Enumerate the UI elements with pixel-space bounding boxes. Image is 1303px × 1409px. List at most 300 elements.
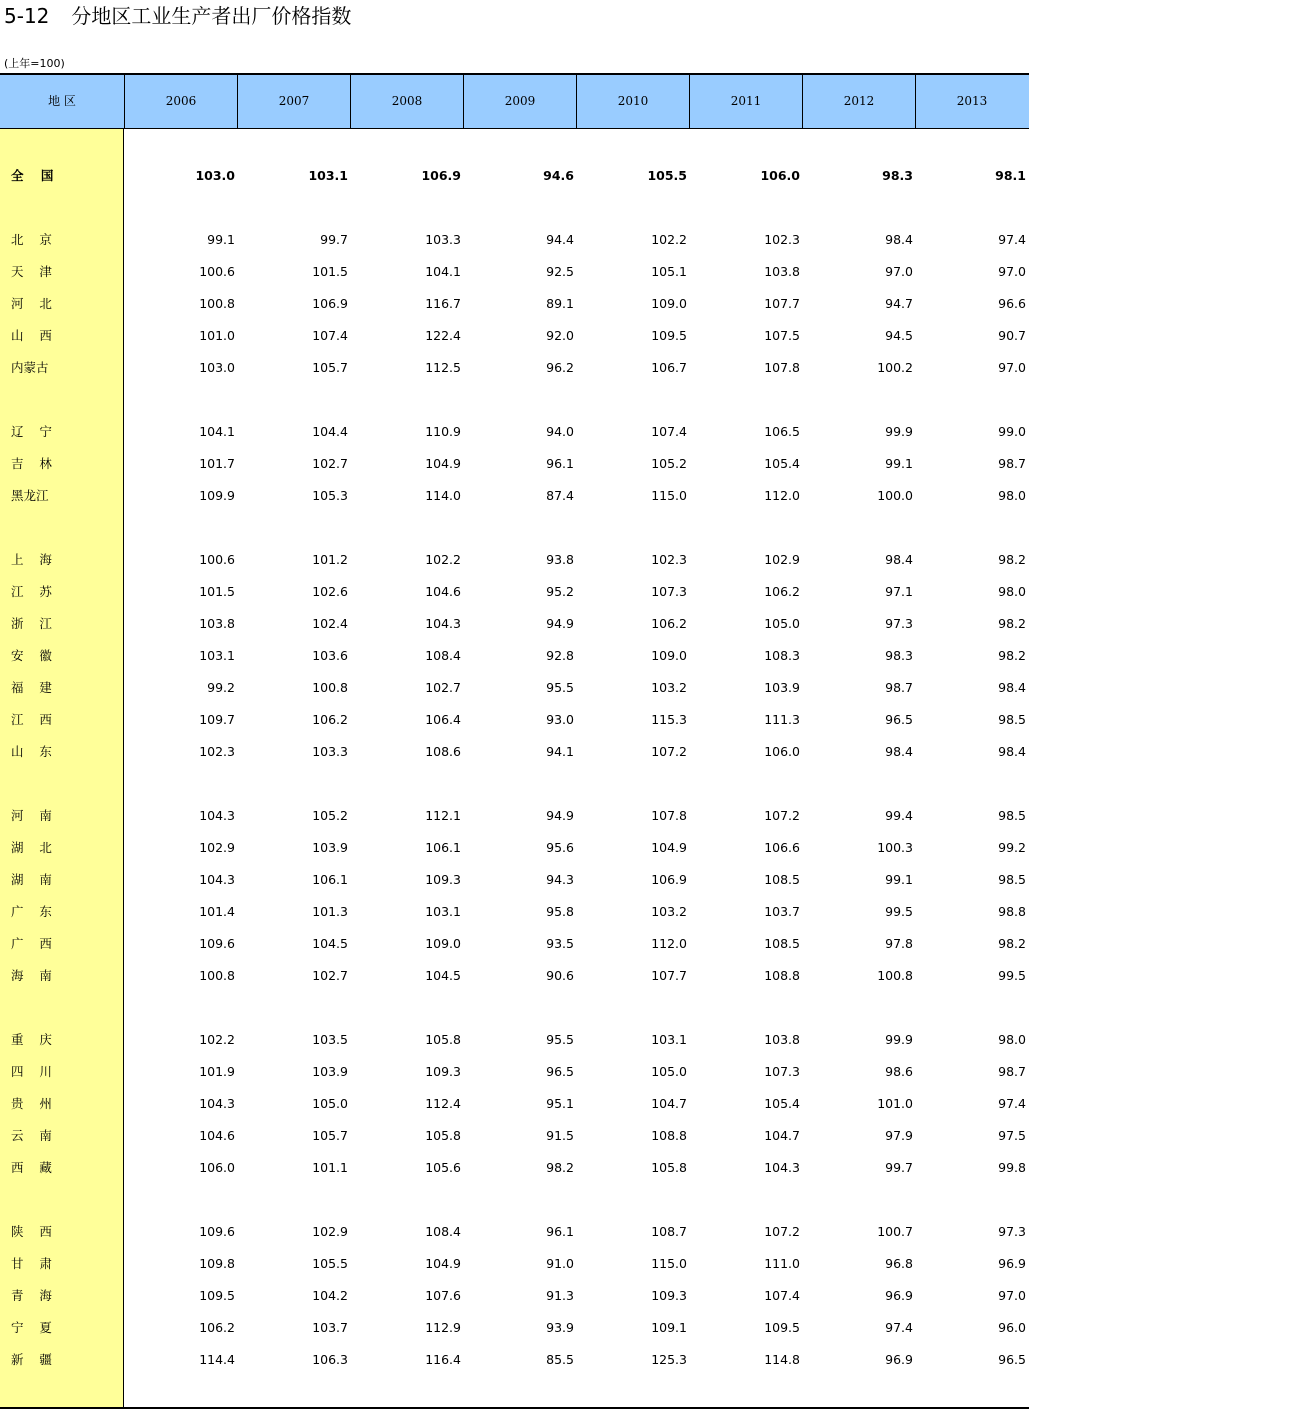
table-row: [0, 1350, 1029, 1370]
index-value: 99.7: [320, 232, 348, 247]
index-value: 112.9: [425, 1320, 461, 1335]
region-name: 浙 江: [11, 616, 52, 631]
table-row: [0, 870, 1029, 890]
index-value: 100.8: [877, 968, 913, 983]
index-value: 104.3: [199, 808, 235, 823]
index-value: 94.3: [546, 872, 574, 887]
index-value: 98.7: [885, 680, 913, 695]
index-value: 109.7: [199, 712, 235, 727]
table-row: [0, 486, 1029, 506]
table-row: [0, 1094, 1029, 1114]
index-value: 101.0: [199, 328, 235, 343]
index-value: 96.6: [998, 296, 1026, 311]
index-value: 98.4: [885, 744, 913, 759]
index-value: 109.9: [199, 488, 235, 503]
header-region: 地 区: [48, 94, 76, 108]
index-value: 108.5: [764, 936, 800, 951]
index-value: 98.5: [998, 808, 1026, 823]
index-value: 106.4: [425, 712, 461, 727]
index-value: 93.5: [546, 936, 574, 951]
table-row: [0, 326, 1029, 346]
index-value: 104.5: [425, 968, 461, 983]
index-value: 94.6: [543, 168, 574, 183]
index-value: 108.8: [651, 1128, 687, 1143]
header-year: 2008: [350, 75, 463, 128]
index-value: 103.2: [651, 680, 687, 695]
index-value: 101.4: [199, 904, 235, 919]
region-name: 福 建: [11, 680, 52, 695]
index-value: 116.4: [425, 1352, 461, 1367]
index-value: 93.0: [546, 712, 574, 727]
table-row: [0, 1318, 1029, 1338]
index-value: 105.0: [651, 1064, 687, 1079]
index-value: 98.4: [885, 232, 913, 247]
index-value: 94.9: [546, 808, 574, 823]
index-value: 99.2: [998, 840, 1026, 855]
index-value: 101.9: [199, 1064, 235, 1079]
index-value: 112.0: [764, 488, 800, 503]
index-value: 99.1: [207, 232, 235, 247]
index-value: 108.5: [764, 872, 800, 887]
index-value: 96.8: [885, 1256, 913, 1271]
index-value: 87.4: [546, 488, 574, 503]
index-value: 104.5: [312, 936, 348, 951]
index-value: 92.0: [546, 328, 574, 343]
index-value: 94.7: [885, 296, 913, 311]
index-value: 109.5: [764, 1320, 800, 1335]
region-name: 上 海: [11, 552, 52, 567]
index-value: 102.9: [312, 1224, 348, 1239]
index-value: 103.9: [312, 1064, 348, 1079]
index-value: 97.4: [998, 232, 1026, 247]
index-value: 112.1: [425, 808, 461, 823]
table-row: [0, 678, 1029, 698]
index-value: 98.2: [546, 1160, 574, 1175]
index-value: 107.8: [651, 808, 687, 823]
region-name: 甘 肃: [11, 1256, 52, 1271]
index-value: 102.7: [312, 456, 348, 471]
table-row: [0, 966, 1029, 986]
header-year: 2011: [689, 75, 802, 128]
index-value: 98.3: [885, 648, 913, 663]
index-value: 109.5: [199, 1288, 235, 1303]
index-value: 104.9: [651, 840, 687, 855]
index-value: 116.7: [425, 296, 461, 311]
region-name: 河 南: [11, 808, 52, 823]
index-value: 98.5: [998, 712, 1026, 727]
index-value: 100.8: [199, 968, 235, 983]
region-name: 宁 夏: [11, 1320, 52, 1335]
region-name: 陕 西: [11, 1224, 52, 1239]
table-row: [0, 710, 1029, 730]
index-value: 103.9: [764, 680, 800, 695]
region-name: 云 南: [11, 1128, 52, 1143]
index-value: 104.3: [764, 1160, 800, 1175]
index-value: 106.6: [764, 840, 800, 855]
index-value: 105.0: [312, 1096, 348, 1111]
index-value: 95.6: [546, 840, 574, 855]
index-value: 106.7: [651, 360, 687, 375]
index-value: 104.1: [425, 264, 461, 279]
index-value: 101.7: [199, 456, 235, 471]
index-value: 105.7: [312, 360, 348, 375]
table-row: [0, 902, 1029, 922]
region-name: 安 徽: [11, 648, 52, 663]
header-year: 2010: [576, 75, 689, 128]
index-value: 102.9: [764, 552, 800, 567]
index-value: 108.6: [425, 744, 461, 759]
index-value: 96.5: [546, 1064, 574, 1079]
index-value: 105.5: [312, 1256, 348, 1271]
index-value: 108.7: [651, 1224, 687, 1239]
index-value: 101.5: [312, 264, 348, 279]
index-value: 91.3: [546, 1288, 574, 1303]
table-row: [0, 166, 1029, 186]
index-value: 99.5: [885, 904, 913, 919]
index-value: 107.4: [312, 328, 348, 343]
index-value: 100.2: [877, 360, 913, 375]
region-name: 江 苏: [11, 584, 52, 599]
index-value: 101.1: [312, 1160, 348, 1175]
index-value: 106.2: [312, 712, 348, 727]
price-index-table: [0, 73, 1029, 1409]
index-value: 96.5: [885, 712, 913, 727]
index-value: 97.8: [885, 936, 913, 951]
region-name: 江 西: [11, 712, 52, 727]
index-value: 96.2: [546, 360, 574, 375]
index-value: 107.6: [425, 1288, 461, 1303]
index-value: 96.9: [885, 1288, 913, 1303]
index-value: 106.9: [312, 296, 348, 311]
index-value: 108.8: [764, 968, 800, 983]
index-value: 103.1: [651, 1032, 687, 1047]
table-row: [0, 262, 1029, 282]
index-value: 103.1: [425, 904, 461, 919]
table-row: [0, 358, 1029, 378]
index-value: 101.3: [312, 904, 348, 919]
index-value: 101.2: [312, 552, 348, 567]
index-value: 103.3: [312, 744, 348, 759]
index-value: 90.7: [998, 328, 1026, 343]
header-year: 2013: [915, 75, 1028, 128]
index-value: 109.0: [651, 296, 687, 311]
index-value: 103.1: [199, 648, 235, 663]
index-value: 100.0: [877, 488, 913, 503]
index-value: 114.8: [764, 1352, 800, 1367]
index-value: 97.0: [998, 360, 1026, 375]
index-value: 104.4: [312, 424, 348, 439]
index-value: 108.3: [764, 648, 800, 663]
index-value: 109.1: [651, 1320, 687, 1335]
index-value: 107.3: [764, 1064, 800, 1079]
index-value: 106.9: [421, 168, 461, 183]
index-value: 102.4: [312, 616, 348, 631]
index-value: 111.0: [764, 1256, 800, 1271]
index-value: 100.7: [877, 1224, 913, 1239]
table-row: [0, 614, 1029, 634]
region-name: 湖 北: [11, 840, 52, 855]
table-row: [0, 582, 1029, 602]
index-value: 105.2: [312, 808, 348, 823]
index-value: 106.2: [764, 584, 800, 599]
index-value: 98.5: [998, 872, 1026, 887]
index-value: 98.8: [998, 904, 1026, 919]
index-value: 102.6: [312, 584, 348, 599]
index-value: 103.0: [195, 168, 235, 183]
index-value: 105.8: [425, 1128, 461, 1143]
index-value: 107.2: [651, 744, 687, 759]
index-value: 96.5: [998, 1352, 1026, 1367]
index-value: 112.0: [651, 936, 687, 951]
index-value: 107.2: [764, 808, 800, 823]
table-header: [0, 73, 1029, 129]
index-value: 107.7: [764, 296, 800, 311]
index-value: 115.0: [651, 1256, 687, 1271]
index-value: 96.9: [998, 1256, 1026, 1271]
index-value: 99.0: [998, 424, 1026, 439]
table-row: [0, 934, 1029, 954]
index-value: 107.3: [651, 584, 687, 599]
index-value: 105.4: [764, 456, 800, 471]
index-value: 98.2: [998, 552, 1026, 567]
index-value: 90.6: [546, 968, 574, 983]
index-value: 92.5: [546, 264, 574, 279]
region-name: 天 津: [11, 264, 52, 279]
region-name: 四 川: [11, 1064, 52, 1079]
index-value: 99.1: [885, 456, 913, 471]
index-value: 95.5: [546, 1032, 574, 1047]
index-value: 97.9: [885, 1128, 913, 1143]
index-value: 98.4: [998, 744, 1026, 759]
index-value: 104.9: [425, 456, 461, 471]
index-value: 105.8: [425, 1032, 461, 1047]
table-title: [4, 2, 351, 30]
index-value: 97.5: [998, 1128, 1026, 1143]
index-value: 102.3: [651, 552, 687, 567]
index-value: 105.1: [651, 264, 687, 279]
region-name: 西 藏: [11, 1160, 52, 1175]
index-value: 99.9: [885, 1032, 913, 1047]
table-row: [0, 422, 1029, 442]
index-value: 95.8: [546, 904, 574, 919]
index-value: 105.7: [312, 1128, 348, 1143]
index-value: 96.0: [998, 1320, 1026, 1335]
header-year: 2012: [802, 75, 915, 128]
index-value: 104.6: [425, 584, 461, 599]
header-year: 2009: [463, 75, 576, 128]
index-value: 99.2: [207, 680, 235, 695]
index-value: 98.7: [998, 456, 1026, 471]
index-value: 97.4: [998, 1096, 1026, 1111]
header-year: 2006: [124, 75, 237, 128]
index-value: 105.8: [651, 1160, 687, 1175]
index-value: 100.8: [199, 296, 235, 311]
index-value: 97.3: [998, 1224, 1026, 1239]
index-value: 125.3: [651, 1352, 687, 1367]
index-value: 100.6: [199, 552, 235, 567]
index-value: 106.0: [764, 744, 800, 759]
index-value: 94.9: [546, 616, 574, 631]
index-value: 112.5: [425, 360, 461, 375]
table-row: [0, 806, 1029, 826]
region-name: 全 国: [11, 168, 54, 183]
region-name: 广 东: [11, 904, 52, 919]
index-value: 104.7: [764, 1128, 800, 1143]
index-value: 106.0: [199, 1160, 235, 1175]
index-value: 104.1: [199, 424, 235, 439]
table-row: [0, 454, 1029, 474]
index-value: 107.7: [651, 968, 687, 983]
index-value: 111.3: [764, 712, 800, 727]
table-row: [0, 742, 1029, 762]
region-name: 贵 州: [11, 1096, 52, 1111]
table-row: [0, 646, 1029, 666]
index-value: 98.2: [998, 648, 1026, 663]
index-value: 100.3: [877, 840, 913, 855]
index-value: 98.6: [885, 1064, 913, 1079]
index-value: 98.4: [998, 680, 1026, 695]
index-value: 103.0: [199, 360, 235, 375]
index-value: 102.9: [199, 840, 235, 855]
index-value: 108.4: [425, 648, 461, 663]
index-value: 96.1: [546, 1224, 574, 1239]
index-value: 91.5: [546, 1128, 574, 1143]
table-number: 5-12: [4, 4, 50, 28]
index-value: 91.0: [546, 1256, 574, 1271]
index-value: 97.0: [998, 264, 1026, 279]
index-value: 106.1: [312, 872, 348, 887]
index-value: 107.5: [764, 328, 800, 343]
index-value: 94.0: [546, 424, 574, 439]
index-value: 99.8: [998, 1160, 1026, 1175]
index-value: 98.3: [882, 168, 913, 183]
index-value: 100.8: [312, 680, 348, 695]
index-value: 104.7: [651, 1096, 687, 1111]
index-value: 106.9: [651, 872, 687, 887]
region-name: 吉 林: [11, 456, 52, 471]
index-value: 103.7: [312, 1320, 348, 1335]
region-name: 河 北: [11, 296, 52, 311]
index-value: 97.0: [885, 264, 913, 279]
index-value: 98.4: [885, 552, 913, 567]
index-value: 95.5: [546, 680, 574, 695]
index-value: 102.2: [651, 232, 687, 247]
table-row: [0, 1030, 1029, 1050]
table-row: [0, 1158, 1029, 1178]
table-row: [0, 1254, 1029, 1274]
index-value: 109.6: [199, 1224, 235, 1239]
index-value: 106.5: [764, 424, 800, 439]
index-value: 98.2: [998, 616, 1026, 631]
region-name: 重 庆: [11, 1032, 52, 1047]
index-value: 101.0: [877, 1096, 913, 1111]
region-name: 辽 宁: [11, 424, 52, 439]
index-value: 102.3: [764, 232, 800, 247]
index-value: 96.9: [885, 1352, 913, 1367]
index-value: 115.3: [651, 712, 687, 727]
index-value: 93.9: [546, 1320, 574, 1335]
index-value: 99.5: [998, 968, 1026, 983]
index-value: 96.1: [546, 456, 574, 471]
index-value: 99.4: [885, 808, 913, 823]
region-name: 新 疆: [11, 1352, 52, 1367]
index-value: 109.3: [425, 872, 461, 887]
index-value: 98.2: [998, 936, 1026, 951]
index-value: 114.4: [199, 1352, 235, 1367]
table-row: [0, 1126, 1029, 1146]
index-value: 103.2: [651, 904, 687, 919]
index-value: 103.8: [764, 264, 800, 279]
table-row: [0, 230, 1029, 250]
region-name: 北 京: [11, 232, 52, 247]
index-value: 95.2: [546, 584, 574, 599]
index-value: 103.5: [312, 1032, 348, 1047]
index-value: 97.4: [885, 1320, 913, 1335]
index-value: 109.5: [651, 328, 687, 343]
index-value: 99.1: [885, 872, 913, 887]
index-value: 106.1: [425, 840, 461, 855]
index-value: 99.9: [885, 424, 913, 439]
index-value: 105.2: [651, 456, 687, 471]
index-value: 112.4: [425, 1096, 461, 1111]
index-value: 104.6: [199, 1128, 235, 1143]
index-value: 108.4: [425, 1224, 461, 1239]
header-year: 2007: [237, 75, 350, 128]
unit-note: (上年=100): [4, 57, 65, 70]
index-value: 109.3: [651, 1288, 687, 1303]
index-value: 109.6: [199, 936, 235, 951]
index-value: 93.8: [546, 552, 574, 567]
index-value: 94.5: [885, 328, 913, 343]
index-value: 103.1: [308, 168, 348, 183]
index-value: 106.3: [312, 1352, 348, 1367]
table-row: [0, 1062, 1029, 1082]
index-value: 85.5: [546, 1352, 574, 1367]
index-value: 89.1: [546, 296, 574, 311]
index-value: 92.8: [546, 648, 574, 663]
index-value: 98.7: [998, 1064, 1026, 1079]
index-value: 104.3: [199, 1096, 235, 1111]
index-value: 102.2: [425, 552, 461, 567]
index-value: 98.0: [998, 488, 1026, 503]
index-value: 103.9: [312, 840, 348, 855]
index-value: 95.1: [546, 1096, 574, 1111]
index-value: 104.3: [199, 872, 235, 887]
index-value: 105.6: [425, 1160, 461, 1175]
index-value: 103.7: [764, 904, 800, 919]
index-value: 103.8: [199, 616, 235, 631]
region-column: [0, 129, 124, 1407]
index-value: 97.0: [998, 1288, 1026, 1303]
region-name: 青 海: [11, 1288, 52, 1303]
index-value: 102.7: [425, 680, 461, 695]
index-value: 107.2: [764, 1224, 800, 1239]
index-value: 105.4: [764, 1096, 800, 1111]
index-value: 97.1: [885, 584, 913, 599]
index-value: 106.2: [651, 616, 687, 631]
index-value: 104.2: [312, 1288, 348, 1303]
index-value: 114.0: [425, 488, 461, 503]
index-value: 115.0: [651, 488, 687, 503]
index-value: 105.0: [764, 616, 800, 631]
index-value: 97.3: [885, 616, 913, 631]
table-row: [0, 294, 1029, 314]
table-row: [0, 1222, 1029, 1242]
index-value: 98.0: [998, 584, 1026, 599]
index-value: 99.7: [885, 1160, 913, 1175]
index-value: 109.8: [199, 1256, 235, 1271]
region-name: 山 东: [11, 744, 52, 759]
